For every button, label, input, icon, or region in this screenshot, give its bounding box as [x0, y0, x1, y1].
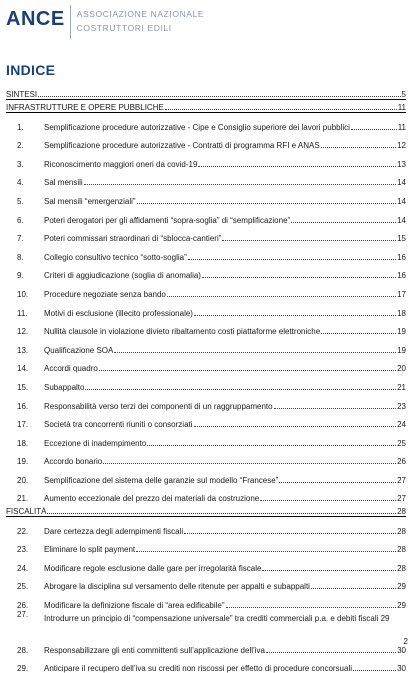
toc-entry-number: 23. — [17, 545, 29, 555]
toc-entry-label: Eliminare lo split payment — [44, 545, 136, 555]
toc-entry-row[interactable] — [6, 206, 406, 225]
toc-entry-row[interactable] — [6, 554, 406, 573]
toc-leader-dots — [353, 670, 396, 671]
toc-page-number: 20 — [397, 364, 406, 374]
toc-entry-number: 4. — [17, 178, 24, 188]
toc-entry-label: Criteri di aggiudicazione (soglia di anomalia) — [44, 271, 201, 281]
toc-leader-dots — [198, 166, 396, 167]
toc-entry-row[interactable] — [6, 113, 406, 132]
toc-entry-row[interactable] — [6, 299, 406, 318]
toc-entry-label: Sal mensili — [44, 178, 83, 188]
toc-entry-number: 9. — [17, 271, 24, 281]
toc-leader-dots — [262, 570, 396, 571]
toc-leader-dots — [266, 652, 396, 653]
logo-subtitle-line1: ASSOCIAZIONE NAZIONALE — [76, 9, 205, 19]
toc-page-number: 21 — [397, 382, 406, 392]
toc-entry-row[interactable] — [6, 466, 406, 485]
toc-entry-number: 3. — [17, 159, 24, 169]
toc-entry-row[interactable] — [6, 169, 406, 188]
toc-entry-label: Dare certezza degli adempimenti fiscali — [44, 526, 184, 536]
toc-page-number: 28 — [397, 506, 406, 516]
toc-entry-number: 25. — [17, 582, 29, 592]
toc-page-number: 14 — [397, 196, 406, 206]
toc-page-number: 29 — [397, 600, 406, 610]
toc-entry-row[interactable] — [6, 517, 406, 536]
toc-page-number: 27 — [397, 475, 406, 485]
toc-page-number: 30 — [397, 645, 406, 655]
toc-entry-label: Anticipare il recupero dell’iva su crediti non riscossi per effetto di procedure concorsuali — [44, 664, 353, 673]
toc-entry-number: 12. — [17, 327, 29, 337]
toc-leader-dots — [165, 109, 397, 110]
toc-entry-row[interactable] — [6, 243, 406, 262]
toc-leader-dots — [321, 147, 396, 148]
toc-leader-dots — [99, 370, 396, 371]
toc-page-number-inline: 29 — [378, 613, 390, 623]
toc-page-number: 30 — [397, 664, 406, 673]
toc-entry-row[interactable] — [6, 225, 406, 244]
toc-page-number: 11 — [397, 122, 406, 132]
toc-entry-row[interactable] — [6, 373, 406, 392]
toc-entry-label: Poteri commissari straordinari di “sblocca-cantieri” — [44, 234, 222, 244]
toc-entry-number: 19. — [17, 457, 29, 467]
toc-page-number: 12 — [397, 141, 406, 151]
toc-page-number: 25 — [397, 438, 406, 448]
toc-leader-dots — [85, 389, 396, 390]
toc-leader-dots — [137, 203, 397, 204]
toc-entry-number: 17. — [17, 420, 29, 430]
toc-leader-dots — [311, 588, 396, 589]
toc-entry-label: Motivi di esclusione (illecito professionale) — [44, 308, 193, 318]
toc-entry-row[interactable] — [6, 280, 406, 299]
toc-entry-number: 28. — [17, 645, 29, 655]
toc-page-number: 15 — [397, 234, 406, 244]
toc-section-row[interactable] — [6, 86, 406, 100]
toc-entry-number: 5. — [17, 196, 24, 206]
toc-entry-number: 6. — [17, 215, 24, 225]
logo-subtitle — [77, 5, 205, 33]
toc-leader-dots — [260, 500, 396, 501]
toc-entry-label: Semplificazione procedure autorizzative - Cipe e Consiglio superiore dei lavori pubblici — [44, 122, 350, 132]
toc-entry-label: Accordi quadro — [44, 364, 98, 374]
toc-entry-row[interactable] — [6, 187, 406, 206]
toc-entry-number: 8. — [17, 252, 24, 262]
header — [6, 5, 204, 45]
toc-leader-dots — [291, 222, 396, 223]
toc-entry-label: Responsabilizzare gli enti committenti sull’applicazione dell’iva — [44, 645, 265, 655]
page-title: INDICE — [6, 62, 56, 78]
toc-section-row[interactable] — [6, 503, 406, 517]
toc-leader-dots — [188, 259, 396, 260]
toc-page-number: 19 — [397, 327, 406, 337]
toc-entry-label: Modificare la definizione fiscale di “area edificabile” — [44, 600, 225, 610]
toc-entry-label: Riconoscimento maggiori oneri da covid-19 — [44, 159, 198, 169]
page-number: 2 — [403, 637, 408, 646]
toc-entry-label: Introdurre un principio di “compensazione universale” tra crediti commerciali p.a. e debiti fiscali 29 — [44, 613, 390, 623]
toc-entry-label: Semplificazione procedure autorizzative - Contratti di programma RFI e ANAS — [44, 141, 320, 151]
toc-entry-label: Responsabilità verso terzi dei componenti di un raggruppamento — [44, 401, 273, 411]
toc-entry-label: Aumento eccezionale del prezzo dei materiali da costruzione — [44, 494, 260, 504]
toc-page-number: 28 — [397, 563, 406, 573]
toc-entry-number: 18. — [17, 438, 29, 448]
toc-entry-number: 11. — [17, 308, 28, 318]
toc-leader-dots — [167, 296, 396, 297]
toc-page-number: 23 — [397, 401, 406, 411]
toc-entry-number: 10. — [17, 289, 29, 299]
toc-page-number: 24 — [397, 420, 406, 430]
toc-entry-label: Poteri derogatori per gli affidamenti “sopra-soglia” di “semplificazione” — [44, 215, 291, 225]
logo-divider — [70, 5, 71, 39]
toc-entry-row[interactable] — [6, 262, 406, 281]
toc-leader-dots — [194, 426, 397, 427]
toc-page-number: 26 — [397, 457, 406, 467]
toc-page-number: 29 — [397, 582, 406, 592]
logo-subtitle-line2: COSTRUTTORI EDILI — [76, 23, 172, 33]
toc-entry-label: Semplificazione del sistema delle garanzie sul modello “Francese” — [44, 475, 279, 485]
toc-entry-row[interactable] — [6, 485, 406, 504]
toc-leader-dots — [194, 315, 396, 316]
toc-entry-row[interactable] — [6, 536, 406, 555]
toc-entry-number: 20. — [17, 475, 29, 485]
table-of-contents — [6, 86, 406, 673]
toc-page-number: 17 — [397, 289, 406, 299]
toc-leader-dots — [351, 129, 397, 130]
toc-page-number: 16 — [397, 271, 406, 281]
toc-entry-number: 21. — [17, 494, 29, 504]
toc-entry-row[interactable] — [6, 655, 406, 673]
toc-entry-number: 15. — [17, 382, 29, 392]
toc-section-label: INFRASTRUTTURE E OPERE PUBBLICHE — [6, 103, 164, 112]
toc-page-number: 19 — [397, 345, 406, 355]
toc-leader-dots — [84, 184, 396, 185]
toc-page-number: 13 — [397, 159, 406, 169]
toc-page-number: 14 — [397, 215, 406, 225]
toc-entry-number: 7. — [17, 234, 24, 244]
toc-leader-dots — [136, 551, 396, 552]
toc-entry-row[interactable] — [6, 429, 406, 448]
toc-page-number: 18 — [397, 308, 406, 318]
toc-leader-dots — [202, 277, 396, 278]
toc-entry-row[interactable] — [6, 448, 406, 467]
toc-entry-label: Collegio consultivo tecnico “sotto-soglia” — [44, 252, 187, 262]
toc-leader-dots — [274, 408, 397, 409]
toc-section-row[interactable] — [6, 100, 406, 114]
toc-entry-row[interactable] — [6, 150, 406, 169]
toc-entry-label: Società tra concorrenti riuniti o consorziati — [44, 420, 193, 430]
toc-entry-row[interactable] — [6, 573, 406, 592]
toc-entry-number: 16. — [17, 401, 29, 411]
toc-leader-dots — [279, 482, 396, 483]
toc-entry-label: Qualificazione SOA — [44, 345, 114, 355]
toc-entry-number: 29. — [17, 664, 29, 673]
toc-entry-label: Eccezione di inadempimento — [44, 438, 147, 448]
toc-section-label: FISCALITÀ — [6, 506, 47, 516]
toc-entry-number: 2. — [17, 141, 24, 151]
toc-page-number: 27 — [397, 494, 406, 504]
toc-entry-row[interactable] — [6, 318, 406, 337]
toc-leader-dots — [184, 533, 396, 534]
toc-entry-row[interactable] — [6, 336, 406, 355]
toc-leader-dots — [222, 240, 396, 241]
toc-entry-number: 13. — [17, 345, 29, 355]
toc-page-number: 14 — [397, 178, 406, 188]
toc-leader-dots — [147, 445, 396, 446]
ance-logo: ANCE — [6, 8, 65, 30]
toc-entry-row[interactable] — [6, 610, 406, 636]
toc-entry-number: 22. — [17, 526, 29, 536]
toc-entry-row[interactable] — [6, 591, 406, 610]
toc-page-number: 28 — [397, 545, 406, 555]
toc-leader-dots — [103, 463, 396, 464]
toc-entry-row[interactable] — [6, 636, 406, 655]
toc-entry-number: 14. — [17, 364, 29, 374]
toc-entry-label: Procedure negoziate senza bando — [44, 289, 166, 299]
toc-entry-label: Modificare regole esclusione dalle gare per irregolarità fiscale — [44, 563, 262, 573]
toc-entry-number: 26. — [17, 600, 29, 610]
toc-entry-row[interactable] — [6, 411, 406, 430]
toc-leader-dots — [321, 333, 396, 334]
toc-leader-dots — [38, 96, 400, 97]
toc-page-number: 11 — [397, 103, 406, 112]
toc-leader-dots — [47, 513, 396, 514]
toc-page-number: 16 — [397, 252, 406, 262]
toc-entry-label: Abrogare la disciplina sul versamento delle ritenute per appalti e subappalti — [44, 582, 310, 592]
toc-entry-number: 24. — [17, 563, 29, 573]
toc-entry-row[interactable] — [6, 132, 406, 151]
toc-entry-label: Nullità clausole in violazione divieto ribaltamento costi piattaforme elettroniche — [44, 327, 321, 337]
toc-entry-number: 1. — [17, 122, 24, 132]
toc-entry-label: Subappalto — [44, 382, 85, 392]
toc-page-number: 28 — [397, 526, 406, 536]
toc-entry-label: Accordo bonario — [44, 457, 103, 467]
toc-entry-label: Sal mensili “emergenziali” — [44, 196, 136, 206]
toc-entry-row[interactable] — [6, 392, 406, 411]
toc-leader-dots — [226, 607, 397, 608]
toc-page-number: 5 — [401, 89, 406, 99]
toc-entry-number: 27. — [17, 609, 29, 619]
toc-leader-dots — [114, 352, 396, 353]
toc-section-label: SINTESI — [6, 89, 38, 99]
toc-entry-row[interactable] — [6, 355, 406, 374]
